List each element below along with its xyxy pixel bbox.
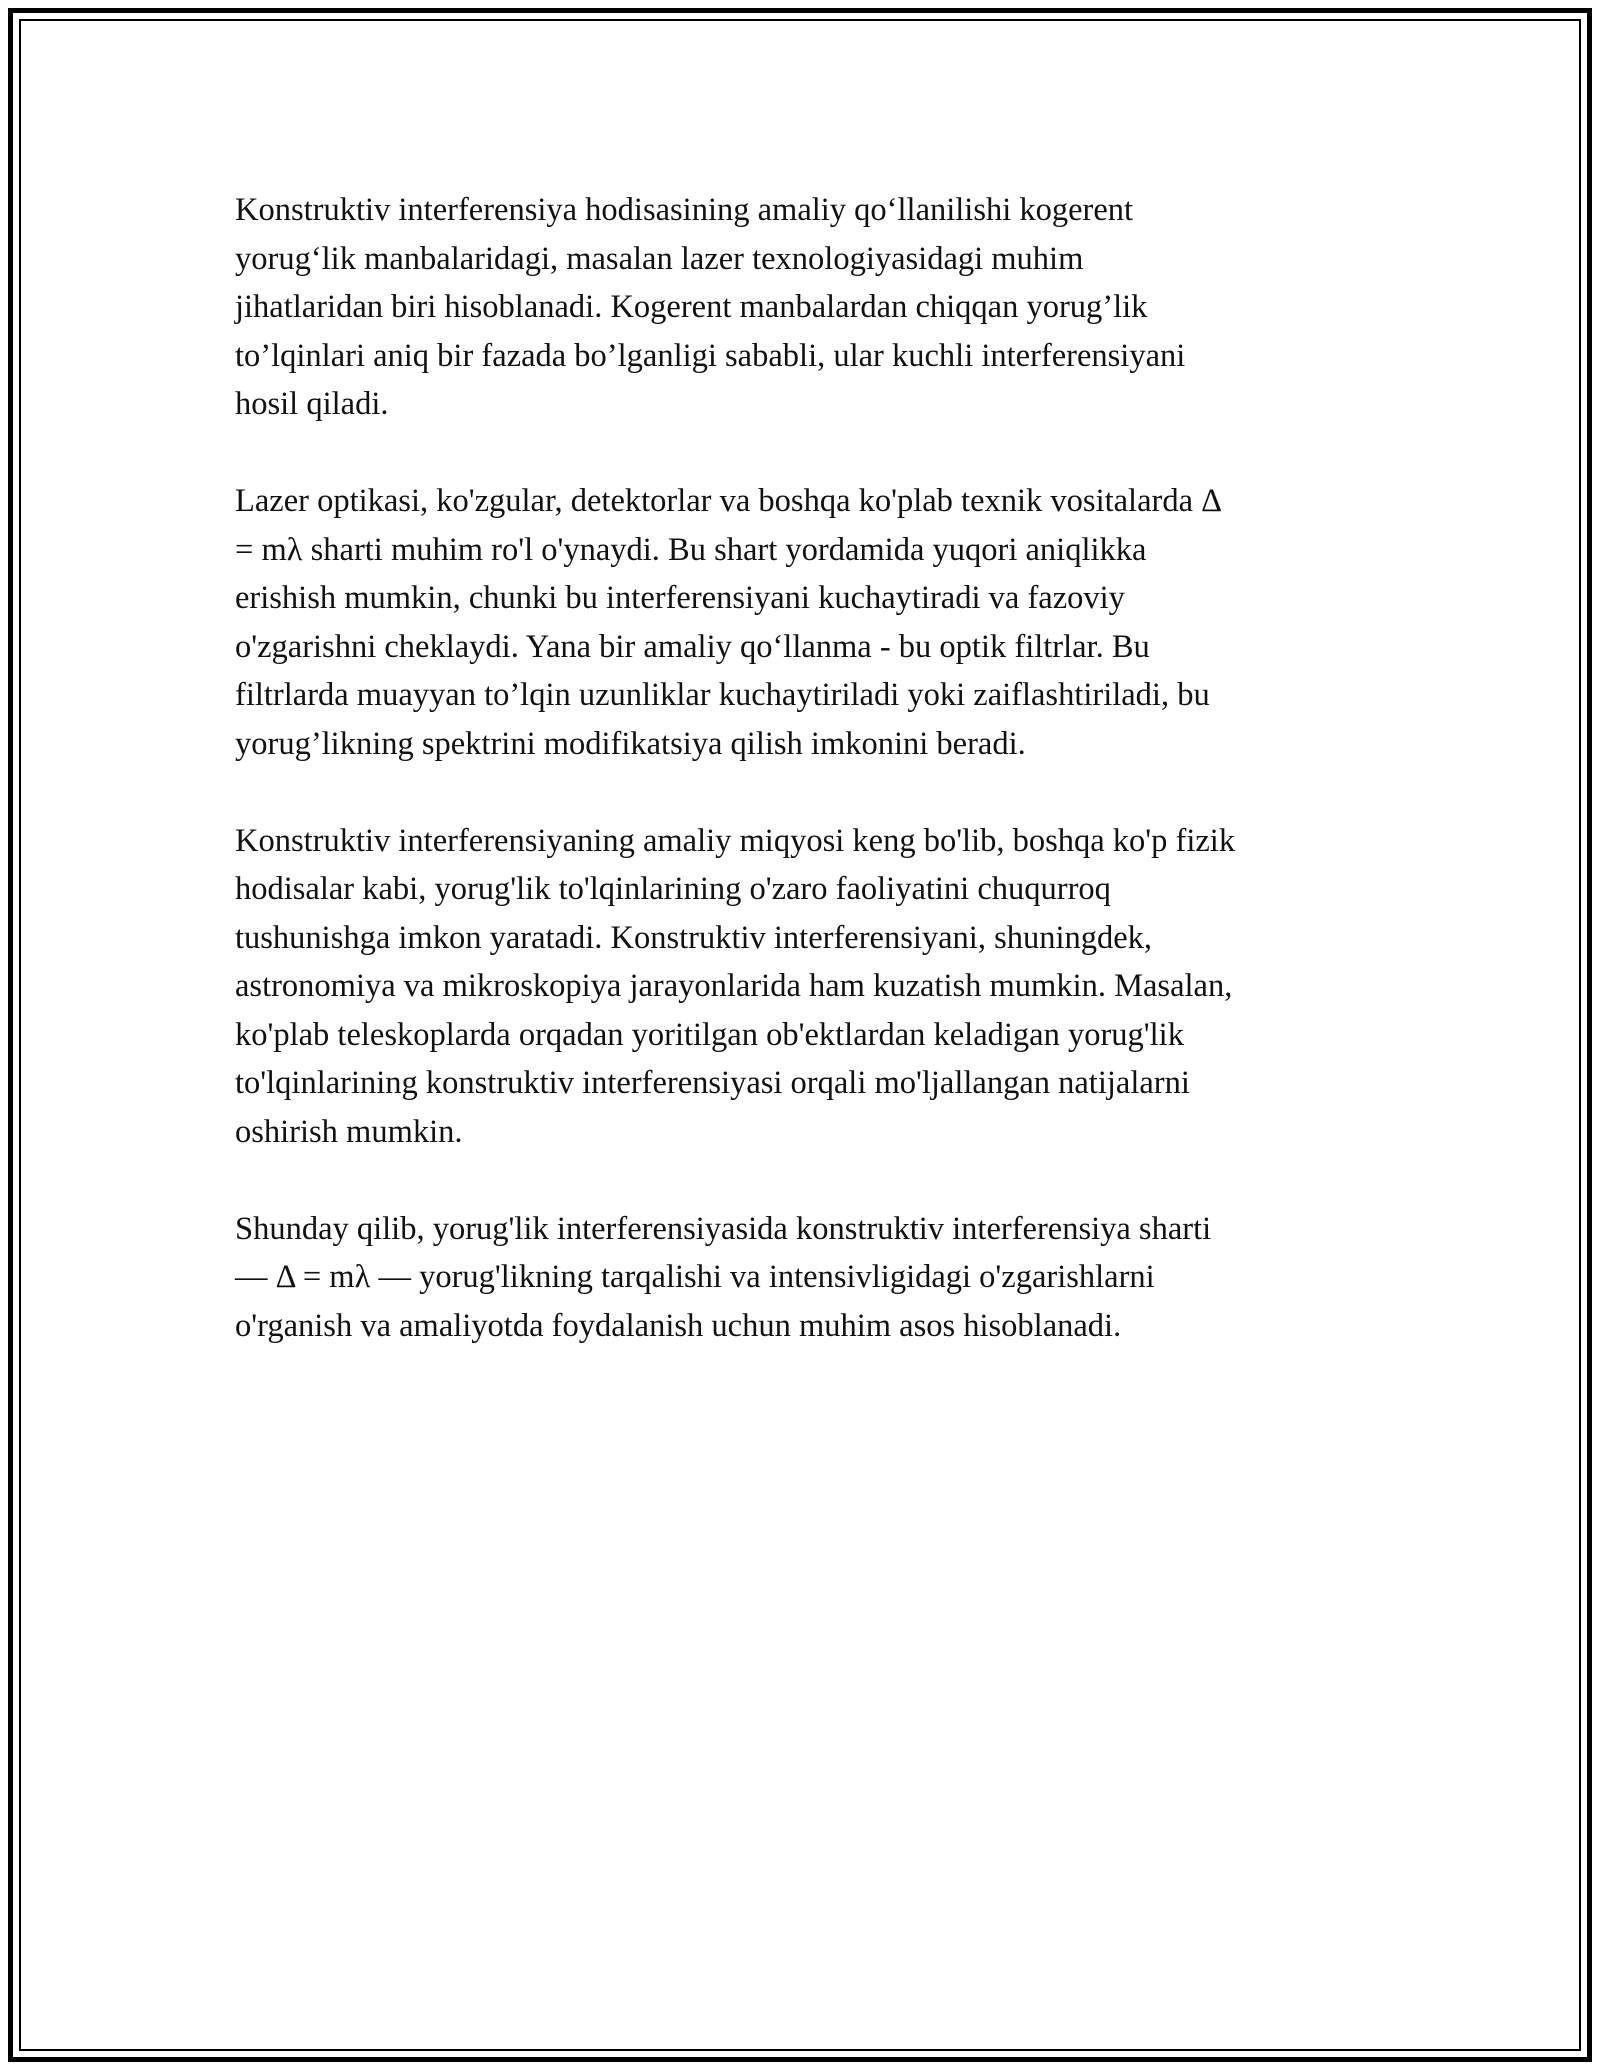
- paragraph-1: Konstruktiv interferensiya hodisasining amaliy qo‘llanilishi kogerent yorug‘lik manbalaridagi, masalan lazer texnologiyasidagi muhim jihatlaridan biri hisoblanadi. Kogerent manbalardan chiqqan yorug’lik to’lqinlari aniq bir fazada bo’lganligi sababli, ular kuchli interferensiyani hosil qiladi.: [235, 192, 1186, 422]
- paragraph-3: Konstruktiv interferensiyaning amaliy miqyosi keng bo'lib, boshqa ko'p fizik hodisalar kabi, yorug'lik to'lqinlarining o'zaro faoliyatini chuqurroq tushunishga imkon yaratadi. Konstruktiv interferensiyani, shuningdek, astronomiya va mikroskopiya jarayonlarida ham kuzatish mumkin. Masalan, ko'plab teleskoplarda orqadan yoritilgan ob'ektlardan keladigan yorug'lik to'lqinlarining konstruktiv interferensiyasi orqali mo'ljallangan natijalarni oshirish mumkin.: [235, 822, 1236, 1150]
- document-body: [235, 186, 1375, 1399]
- paragraph-2: Lazer optikasi, ko'zgular, detektorlar va boshqa ko'plab texnik vositalarda Δ = mλ sharti muhim ro'l o'ynaydi. Bu shart yordamida yuqori aniqlikka erishish mumkin, chunki bu interferensiyani kuchaytiradi va fazoviy o'zgarishni cheklaydi. Yana bir amaliy qo‘llanma - bu optik filtrlar. Bu filtrlarda muayyan to’lqin uzunliklar kuchaytiriladi yoki zaiflashtiriladi, bu yorug’likning spektrini modifikatsiya qilish imkonini beradi.: [235, 483, 1223, 762]
- paragraph-4: Shunday qilib, yorug'lik interferensiyasida konstruktiv interferensiya sharti — Δ = mλ — yorug'likning tarqalishi va intensivligidagi o'zgarishlarni o'rganish va amaliyotda foydalanish uchun muhim asos hisoblanadi.: [235, 1210, 1212, 1344]
